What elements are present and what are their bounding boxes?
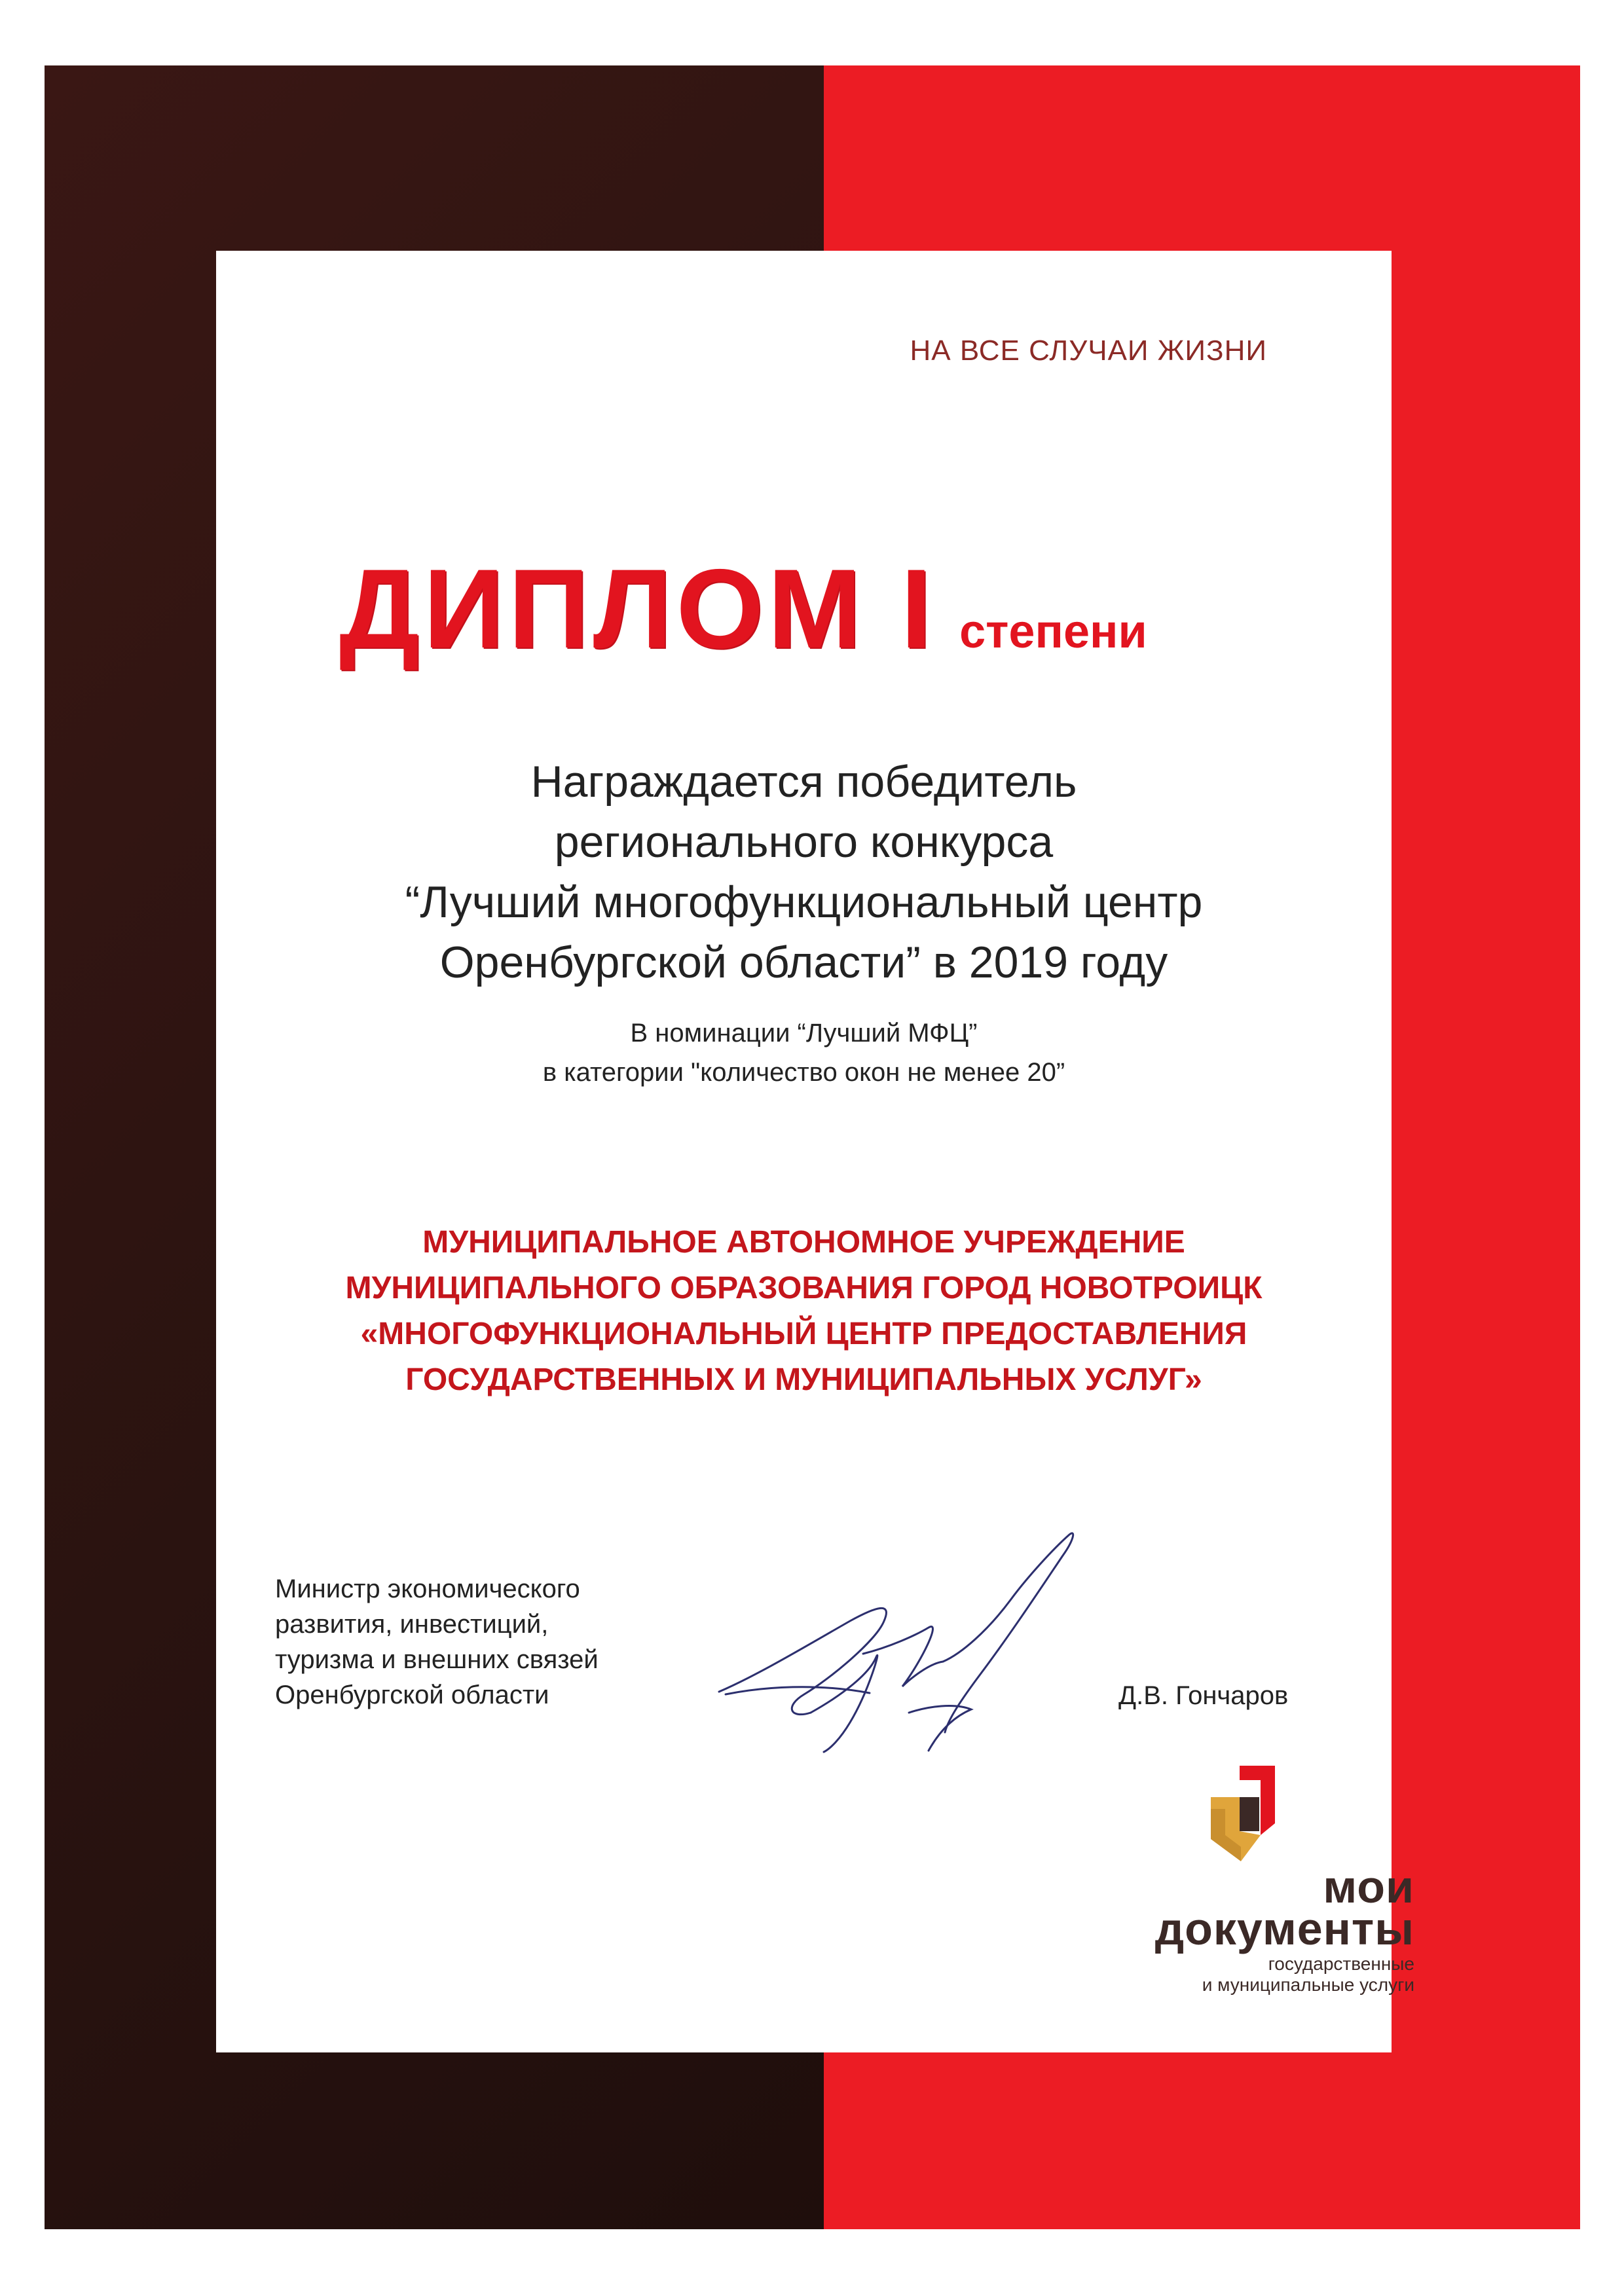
title-row xyxy=(339,544,1321,674)
organization-line: ГОСУДАРСТВЕННЫХ И МУНИЦИПАЛЬНЫХ УСЛУГ» xyxy=(405,1362,1202,1397)
logo-subtitle-2: и муниципальные услуги xyxy=(1202,1975,1414,1995)
slogan: НА ВСЕ СЛУЧАИ ЖИЗНИ xyxy=(910,335,1267,367)
diploma-card xyxy=(216,251,1414,2052)
organization-line: МУНИЦИПАЛЬНОЕ АВТОНОМНОЕ УЧРЕЖДЕНИЕ xyxy=(422,1225,1185,1260)
diploma-title: ДИПЛОМ I xyxy=(339,546,936,672)
minister-line: развития, инвестиций, xyxy=(275,1610,549,1639)
signer-name: Д.В. Гончаров xyxy=(1118,1681,1289,1710)
minister-line: Оренбургской области xyxy=(275,1681,549,1709)
logo-line-2: документы xyxy=(1154,1903,1414,1954)
award-line: регионального конкурса xyxy=(554,817,1054,867)
minister-line: Министр экономического xyxy=(275,1575,580,1603)
nomination-line: в категории "количество окон не менее 20” xyxy=(542,1058,1065,1087)
minister-line: туризма и внешних связей xyxy=(275,1645,599,1674)
logo-wordmark xyxy=(1074,1861,1506,1995)
organization-line: МУНИЦИПАЛЬНОГО ОБРАЗОВАНИЯ ГОРОД НОВОТРОИЦК xyxy=(345,1271,1263,1305)
award-text xyxy=(216,752,1392,993)
logo-line-1: мои xyxy=(1323,1861,1414,1912)
logo-subtitle-1: государственные xyxy=(1268,1954,1414,1974)
diploma-degree: степени xyxy=(959,606,1147,658)
nomination-line: В номинации “Лучший МФЦ” xyxy=(630,1019,978,1048)
organization-name xyxy=(216,1220,1392,1403)
minister-title xyxy=(275,1571,599,1713)
organization-line: «МНОГОФУНКЦИОНАЛЬНЫЙ ЦЕНТР ПРЕДОСТАВЛЕНИЯ xyxy=(360,1317,1247,1351)
signature-image xyxy=(712,1523,1079,1778)
award-line: Награждается победитель xyxy=(530,757,1077,807)
nomination-text xyxy=(216,1013,1392,1092)
award-line: Оренбургской области” в 2019 году xyxy=(439,938,1168,987)
moi-dokumenty-logo-icon xyxy=(1202,1763,1287,1868)
award-line: “Лучший многофункциональный центр xyxy=(405,877,1203,927)
